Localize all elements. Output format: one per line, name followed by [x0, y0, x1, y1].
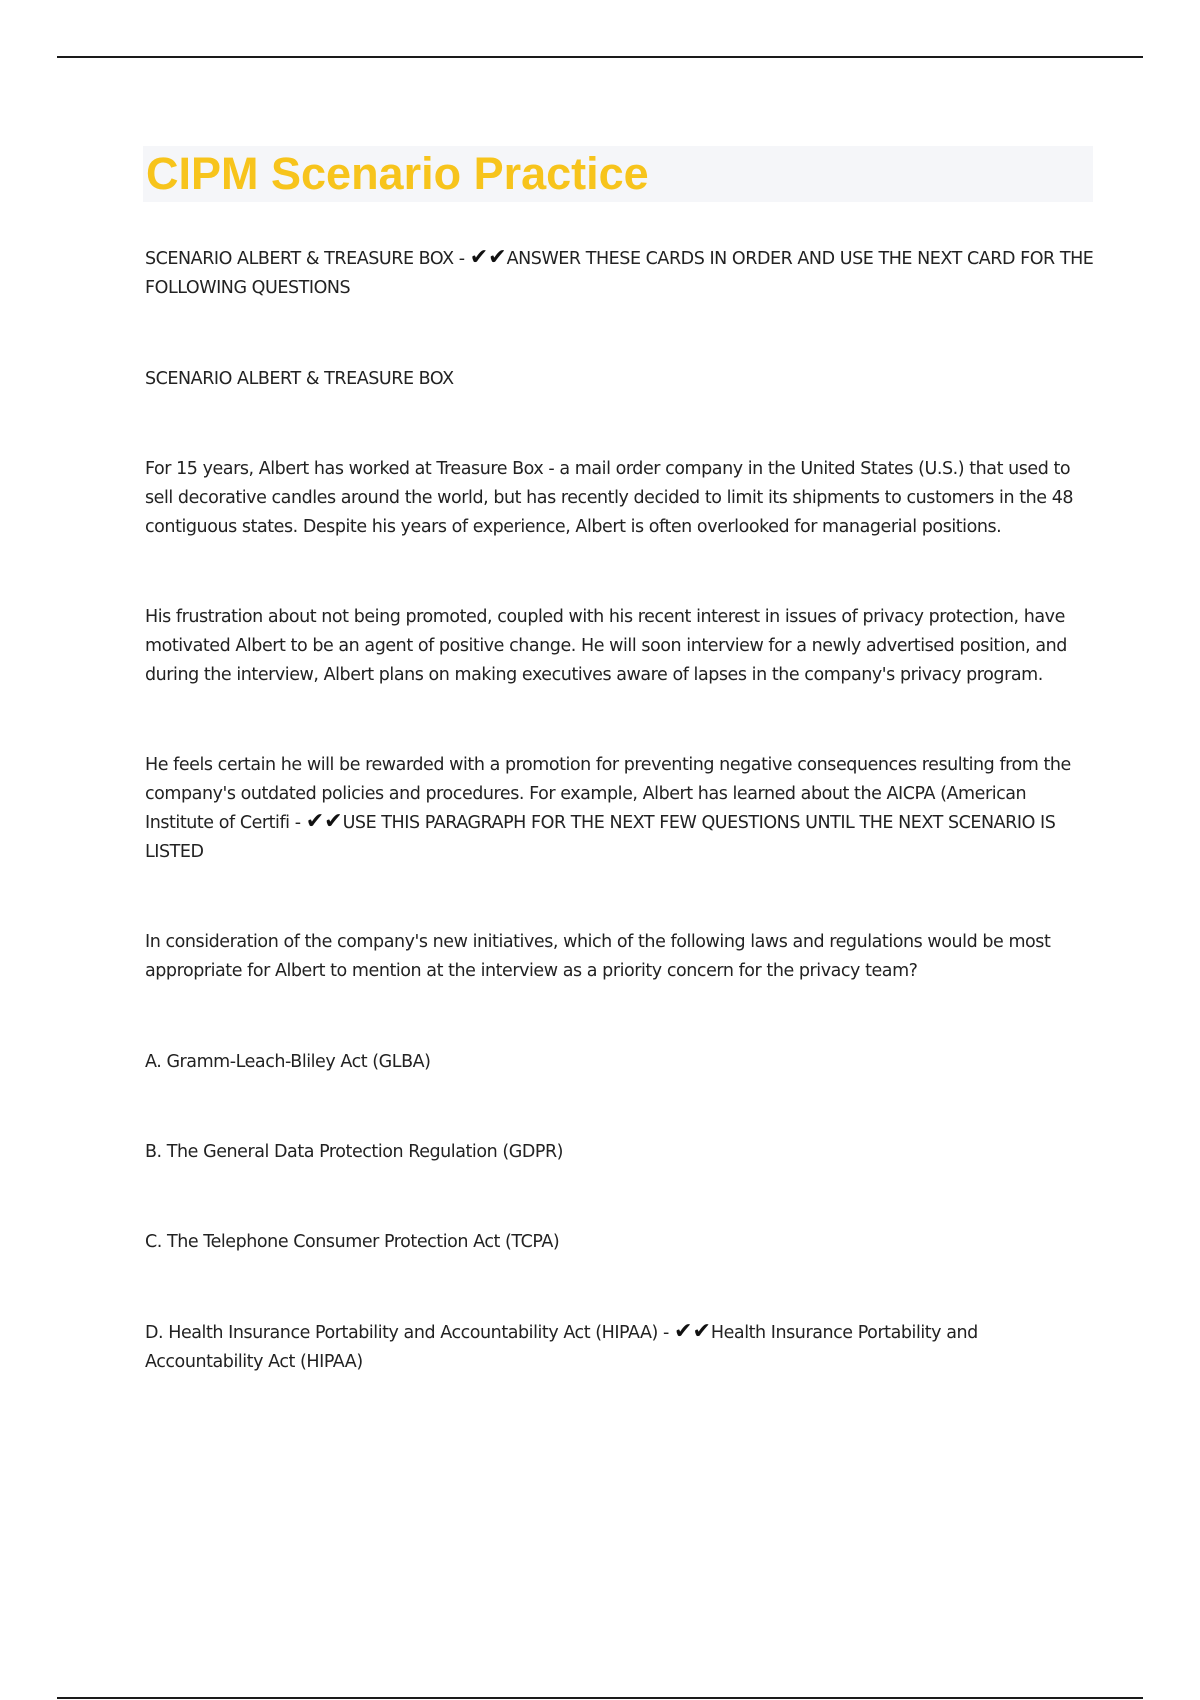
- scenario-paragraph-1: For 15 years, Albert has worked at Treasure Box - a mail order company in the United States (U.S.) that used to sell decorative candles around the world, but has recently decided to limit its shipments to customers in the 48 contiguous states. Despite his years of experience, Albert is often overlooked for managerial positions.: [145, 459, 1074, 537]
- page-title: CIPM Scenario Practice: [146, 148, 649, 199]
- scenario-paragraph-2: His frustration about not being promoted, coupled with his recent interest in issues of privacy protection, have motivated Albert to be an agent of positive change. He will soon interview for a newly advertised position, and during the interview, Albert plans on making executives aware of lapses in the company's privacy program.: [145, 607, 1067, 685]
- document-body: [145, 245, 1095, 1377]
- option-c: C. The Telephone Consumer Protection Act (TCPA): [145, 1232, 560, 1252]
- paragraph-3-text: He feels certain he will be rewarded with a promotion for preventing negative consequences resulting from the company's outdated policies and procedures. For example, Albert has learned about the AICPA (American Institute of Certifi -: [145, 755, 1071, 833]
- double-checkmark-icon: ✔✔: [469, 245, 507, 270]
- question-text: In consideration of the company's new initiatives, which of the following laws and regulations would be most appropriate for Albert to mention at the interview as a priority concern for the privacy team?: [145, 932, 1051, 981]
- top-rule: [57, 56, 1143, 58]
- scenario-header-answer: ANSWER THESE CARDS IN ORDER AND USE THE NEXT CARD FOR THE FOLLOWING QUESTIONS: [145, 249, 1094, 298]
- scenario-header: [145, 245, 1095, 303]
- double-checkmark-icon: ✔✔: [674, 1319, 711, 1344]
- scenario-subheading: SCENARIO ALBERT & TREASURE BOX: [145, 369, 454, 389]
- option-d-answer: Health Insurance Portability and Accountability Act (HIPAA): [145, 1323, 978, 1372]
- option-d-text: D. Health Insurance Portability and Accountability Act (HIPAA) -: [145, 1323, 675, 1343]
- option-d: [145, 1319, 1095, 1377]
- bottom-rule: [57, 1697, 1143, 1699]
- scenario-header-prefix: SCENARIO ALBERT & TREASURE BOX -: [145, 249, 470, 269]
- paragraph-3-answer: USE THIS PARAGRAPH FOR THE NEXT FEW QUESTIONS UNTIL THE NEXT SCENARIO IS LISTED: [145, 813, 1056, 862]
- option-a: A. Gramm-Leach-Bliley Act (GLBA): [145, 1052, 431, 1072]
- scenario-paragraph-3: [145, 751, 1095, 867]
- double-checkmark-icon: ✔✔: [305, 809, 343, 834]
- option-b: B. The General Data Protection Regulation (GDPR): [145, 1142, 564, 1162]
